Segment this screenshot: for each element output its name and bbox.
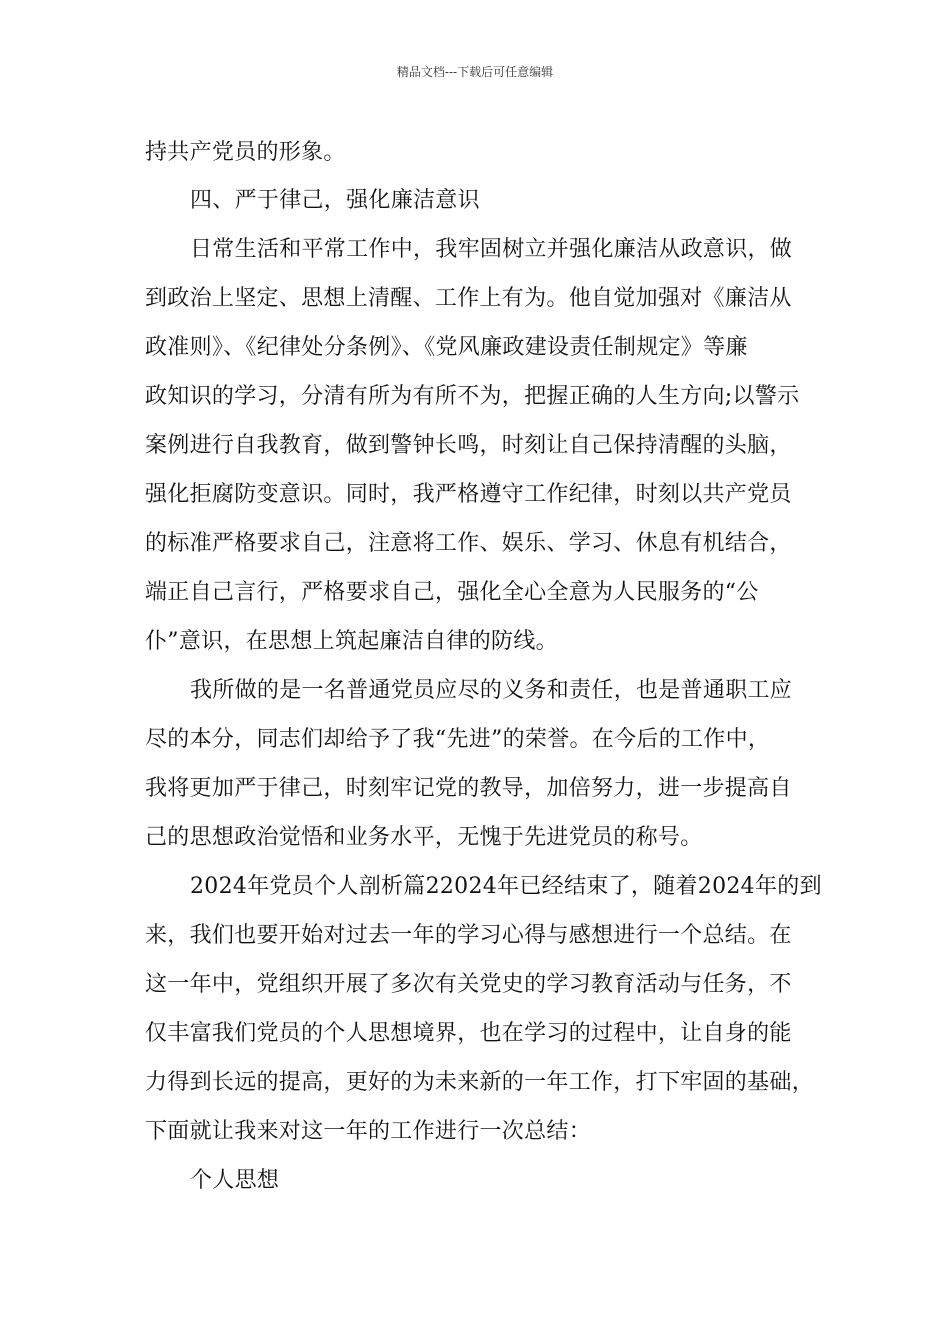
text-line: 强化拒腐防变意识。同时，我严格遵守工作纪律，时刻以共产党员 [145,482,792,507]
text-line: 我将更加严于律己，时刻牢记党的教导，加倍努力，进一步提高自 [145,776,792,801]
text-line: 仅丰富我们党员的个人思想境界，也在学习的过程中，让自身的能 [145,1021,792,1046]
text-line: 下面就让我来对这一年的工作进行一次总结： [145,1119,592,1144]
text-line: 己的思想政治觉悟和业务水平，无愧于先进党员的称号。 [145,825,703,850]
text-line: 案例进行自我教育，做到警钟长鸣，时刻让自己保持清醒的头脑， [145,433,792,458]
text-line: 这一年中，党组织开展了多次有关党史的学习教育活动与任务，不 [145,972,792,997]
section-heading: 四、严于律己，强化廉洁意识 [190,188,480,213]
text-line: 的标准严格要求自己，注意将工作、娱乐、学习、休息有机结合， [145,531,792,556]
text-line: 政知识的学习，分清有所为有所不为，把握正确的人生方向;以警示 [145,384,800,409]
text-line: 力得到长远的提高，更好的为未来新的一年工作，打下牢固的基础， [145,1070,815,1095]
text-line: 到政治上坚定、思想上清醒、工作上有为。他自觉加强对《廉洁从 [145,286,792,311]
text-line: 政准则》、《纪律处分条例》、《党风廉政建设责任制规定》等廉 [145,335,748,360]
page-header: 精品文档---下载后可任意编辑 [396,65,554,79]
text-line: 2024年党员个人剖析篇22024年已经结束了，随着2024年的到 [190,874,822,899]
text-line: 端正自己言行，严格要求自己，强化全心全意为人民服务的“公 [145,580,759,605]
text-line: 持共产党员的形象。 [145,140,346,165]
text-line: 仆”意识，在思想上筑起廉洁自律的防线。 [145,629,558,654]
section-heading: 个人思想 [190,1168,280,1193]
text-line: 日常生活和平常工作中，我牢固树立并强化廉洁从政意识，做 [190,237,793,262]
text-line: 我所做的是一名普通党员应尽的义务和责任，也是普通职工应 [190,678,793,703]
text-line: 来，我们也要开始对过去一年的学习心得与感想进行一个总结。在 [145,923,792,948]
text-line: 尽的本分，同志们却给予了我“先进”的荣誉。在今后的工作中， [145,727,771,752]
